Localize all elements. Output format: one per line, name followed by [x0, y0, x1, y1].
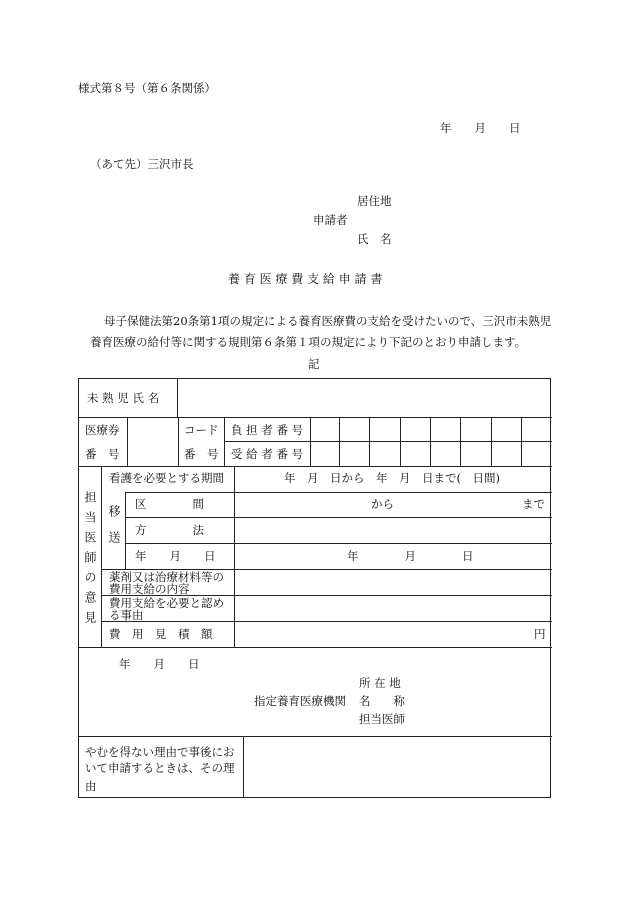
- col-line: [310, 417, 311, 466]
- row-line: [79, 647, 552, 648]
- estimate-label: 費 用 見 積 額: [109, 627, 213, 641]
- row-line: [224, 441, 552, 442]
- residence-label: 居住地: [357, 194, 392, 208]
- col-line: [224, 417, 225, 466]
- ticket-no-field[interactable]: [130, 419, 175, 464]
- method-label: 方 法: [135, 523, 204, 537]
- code-label-2: 番 号: [184, 447, 219, 461]
- application-form-table: [78, 378, 551, 798]
- late-reason-field[interactable]: [247, 740, 549, 794]
- institution-location-label: 所 在 地: [359, 676, 401, 690]
- section-to: まで: [522, 497, 545, 511]
- col-line: [127, 417, 128, 466]
- transfer-date-label: 年 月 日: [135, 549, 216, 563]
- row-line: [125, 492, 552, 493]
- reason-label-2: る事由: [109, 608, 144, 622]
- transfer-date-value[interactable]: 年 月 日: [347, 549, 474, 563]
- row-line: [79, 736, 552, 737]
- late-reason-label-2: いて申請するときは、その理: [85, 761, 235, 775]
- institution-date: 年 月 日: [119, 657, 200, 671]
- row-line: [125, 543, 552, 544]
- reason-field[interactable]: [237, 598, 549, 619]
- col-line: [177, 379, 178, 417]
- col-line: [460, 417, 461, 466]
- institution-doctor-label: 担当医師: [359, 712, 405, 726]
- col-line: [491, 417, 492, 466]
- infant-name-field[interactable]: [181, 382, 549, 414]
- section-label: 区 間: [135, 497, 204, 511]
- date-line: 年 月 日: [440, 121, 521, 135]
- row-line: [125, 517, 552, 518]
- yen-label: 円: [534, 627, 546, 641]
- code-label-1: コード: [184, 423, 219, 437]
- ki-mark: 記: [308, 357, 320, 371]
- institution-label: 指定養育医療機関: [254, 694, 346, 708]
- institution-name-label: 名 称: [359, 694, 405, 708]
- applicant-label: 申請者: [313, 213, 348, 227]
- row-line: [79, 417, 552, 418]
- form-number: 様式第８号（第６条関係）: [78, 81, 216, 95]
- col-line: [400, 417, 401, 466]
- col-line: [178, 417, 179, 466]
- late-reason-label-1: やむを得ない理由で事後にお: [85, 745, 235, 759]
- col-line: [369, 417, 370, 466]
- col-line: [125, 492, 126, 569]
- ticket-no-label-2: 番 号: [85, 447, 120, 461]
- col-line: [101, 466, 102, 647]
- col-line: [339, 417, 340, 466]
- transfer-label: 移送: [107, 505, 121, 557]
- document-title: 養 育 医 療 費 支 給 申 請 書: [228, 272, 383, 286]
- recipient-no-label: 受 給 者 番 号: [231, 447, 304, 461]
- addressee: （あて先）三沢市長: [90, 157, 194, 171]
- section-from: から: [371, 497, 394, 511]
- body-line-2: 養育医療の給付等に関する規則第６条第１項の規定により下記のとおり申請します。: [90, 335, 527, 349]
- doctor-opinion-label: 担当医師の意見: [83, 491, 97, 631]
- ticket-no-label-1: 医療券: [85, 423, 120, 437]
- drugs-label-1: 薬剤又は治療材料等の: [109, 570, 224, 584]
- nursing-period-value[interactable]: 年 月 日から 年 月 日まで( 日間): [284, 471, 500, 485]
- row-line: [79, 466, 552, 467]
- infant-name-label: 未 熟 児 氏 名: [87, 391, 160, 405]
- col-line: [243, 736, 244, 798]
- method-field[interactable]: [237, 520, 549, 541]
- col-line: [430, 417, 431, 466]
- nursing-period-label: 看護を必要とする期間: [109, 471, 224, 485]
- name-label: 氏 名: [357, 232, 392, 246]
- row-line: [101, 621, 552, 622]
- drugs-label-2: 費用支給の内容: [109, 582, 190, 596]
- col-line: [234, 466, 235, 647]
- late-reason-label-3: 由: [85, 779, 97, 793]
- drugs-field[interactable]: [237, 572, 549, 593]
- body-line-1: 母子保健法第20条第1項の規定による養育医療費の支給を受けたいので、三沢市未熟児: [104, 314, 552, 328]
- reason-label-1: 費用支給を必要と認め: [109, 596, 224, 610]
- col-line: [521, 417, 522, 466]
- payer-no-label: 負 担 者 番 号: [231, 423, 304, 437]
